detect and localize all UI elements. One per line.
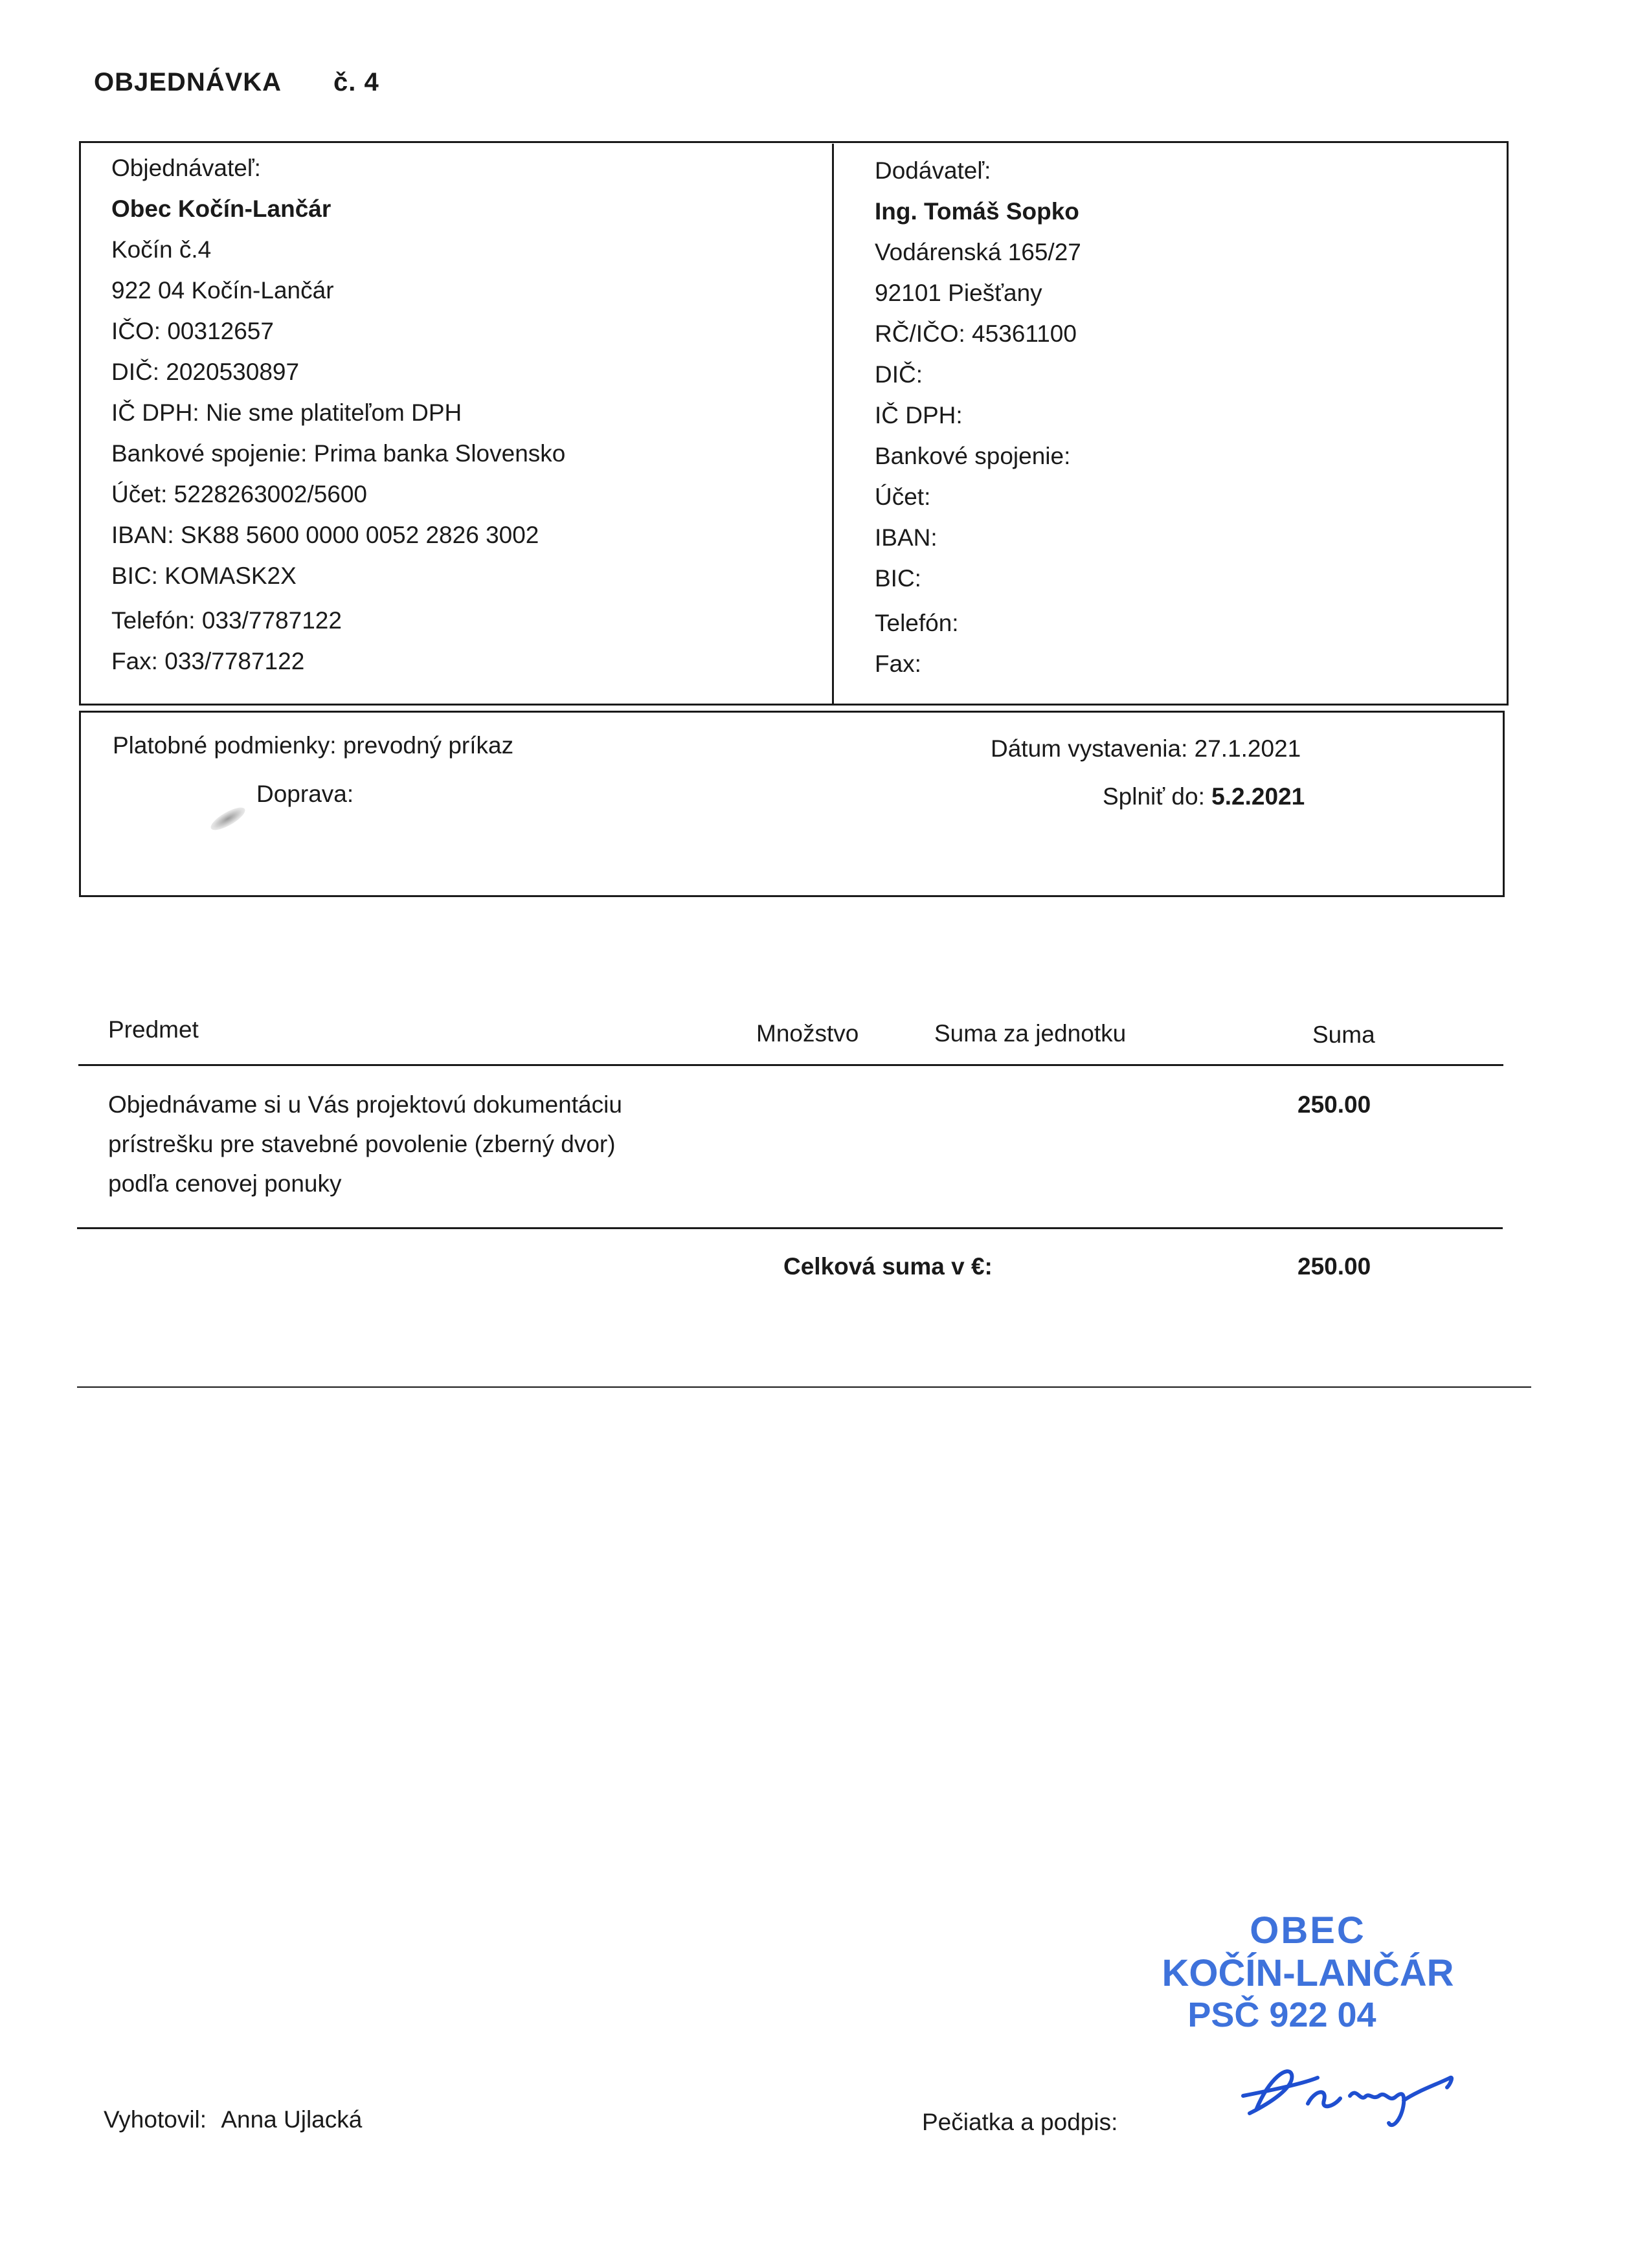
due-date-row [1103,783,1305,810]
item-description-line1: Objednávame si u Vás projektovú dokumentáciu [108,1091,622,1118]
order-title: OBJEDNÁVKA [94,68,282,96]
official-stamp [1146,1909,1470,2035]
customer-address2: 922 04 Kočín-Lančár [111,277,334,304]
table-total-rule [77,1227,1503,1229]
customer-bank: Bankové spojenie: Prima banka Slovensko [111,440,566,467]
total-value: 250.00 [1297,1253,1371,1280]
item-description-line2: prístrešku pre stavebné povolenie (zberný dvor) [108,1131,616,1157]
due-date-label: Splniť do: [1103,783,1205,810]
supplier-dic: DIČ: [875,361,923,388]
supplier-account: Účet: [875,484,931,510]
supplier-icdph: IČ DPH: [875,402,963,428]
stamp-line3: PSČ 922 04 [1187,1996,1376,2034]
total-label: Celková suma v €: [783,1253,993,1280]
order-number: č. 4 [333,68,379,96]
supplier-bic: BIC: [875,565,921,592]
supplier-heading: Dodávateľ: [875,157,991,184]
issue-date-row [991,735,1301,762]
customer-iban: IBAN: SK88 5600 0000 0052 2826 3002 [111,522,539,548]
stamp-line1: OBEC [1250,1909,1366,1951]
due-date-value: 5.2.2021 [1211,783,1305,810]
customer-block [111,148,565,682]
customer-account: Účet: 5228263002/5600 [111,481,368,507]
parties-divider [832,144,834,704]
customer-bic: BIC: KOMASK2X [111,562,297,589]
prepared-by-row [104,2106,362,2133]
customer-phone: Telefón: 033/7787122 [111,607,342,634]
customer-ico: IČO: 00312657 [111,318,274,344]
supplier-iban: IBAN: [875,524,938,551]
supplier-rcico: RČ/IČO: 45361100 [875,320,1077,347]
transport-label: Doprava: [256,781,354,807]
customer-heading: Objednávateľ: [111,155,261,181]
document-title [94,68,379,97]
payment-terms: Platobné podmienky: prevodný príkaz [113,732,514,759]
table-header-rule [78,1064,1503,1066]
table-bottom-rule [77,1386,1531,1388]
supplier-phone: Telefón: [875,610,959,636]
prepared-by-name: Anna Ujlacká [221,2106,363,2133]
col-header-unit-price: Suma za jednotku [934,1020,1127,1047]
issue-date-value: 27.1.2021 [1194,735,1301,762]
stamp-signature-label: Pečiatka a podpis: [922,2109,1118,2135]
item-description-line3: podľa cenovej ponuky [108,1170,342,1197]
col-header-qty: Množstvo [756,1020,859,1047]
supplier-address2: 92101 Piešťany [875,280,1042,306]
customer-icdph: IČ DPH: Nie sme platiteľom DPH [111,399,462,426]
supplier-address1: Vodárenská 165/27 [875,239,1081,265]
signature [1230,2039,1463,2136]
col-header-item: Predmet [108,1016,199,1043]
col-header-sum: Suma [1312,1021,1375,1048]
item-sum: 250.00 [1297,1091,1371,1118]
stamp-line2: KOČÍN-LANČÁR [1162,1952,1454,1994]
customer-address1: Kočín č.4 [111,236,212,263]
supplier-name: Ing. Tomáš Sopko [875,198,1079,225]
supplier-block [875,150,1081,684]
customer-fax: Fax: 033/7787122 [111,648,305,674]
customer-dic: DIČ: 2020530897 [111,359,300,385]
supplier-bank: Bankové spojenie: [875,443,1071,469]
supplier-fax: Fax: [875,650,921,677]
customer-name: Obec Kočín-Lančár [111,195,331,222]
prepared-by-label: Vyhotovil: [104,2106,207,2133]
issue-date-label: Dátum vystavenia: [991,735,1188,762]
table-row [108,1085,622,1203]
